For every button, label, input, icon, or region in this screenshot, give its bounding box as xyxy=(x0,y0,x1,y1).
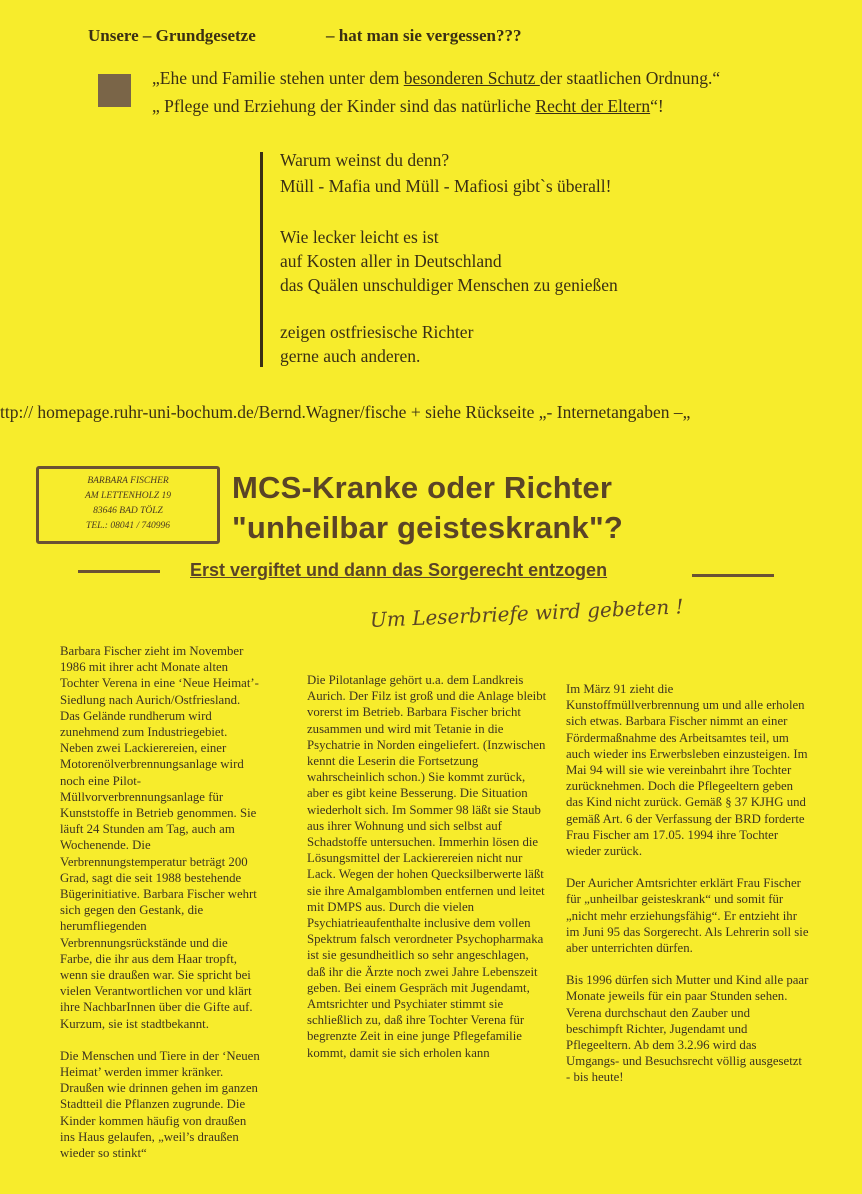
address-line: BARBARA FISCHER xyxy=(87,476,169,486)
paragraph: Bis 1996 dürfen sich Mutter und Kind alle paar Monate jeweils für ein paar Stunden sehen. Verena durchschaut den Zauber und beschimpft Richter, Jugendamt und Pflegeeltern. Ab dem 3.2.96 wird das Umgangs- und Besuchsrecht völlig ausgesetzt - bis heute! xyxy=(566,973,809,1085)
handwritten-note: Um Leserbriefe wird gebeten ! xyxy=(369,594,685,632)
article-title-line-1: MCS-Kranke oder Richter xyxy=(232,470,613,505)
bullet-square-icon xyxy=(98,74,131,107)
paragraph: Die Menschen und Tiere in der ‘Neuen Heimat’ werden immer kränker. Draußen wie drinnen gehen im ganzen Stadtteil die Pflanzen zugrunde. Die Kinder kommen häufig von draußen ins Haus gelaufen, „weil’s draußen wieder so stinkt“ xyxy=(60,1048,260,1161)
poem-line: das Quälen unschuldiger Menschen zu genießen xyxy=(280,275,618,295)
article-title-line-2: "unheilbar geisteskrank"? xyxy=(232,510,624,545)
article-column-3 xyxy=(566,681,809,1102)
header-title-right: – hat man sie vergessen??? xyxy=(326,26,522,45)
poem-line: auf Kosten aller in Deutschland xyxy=(280,251,502,271)
article-subtitle: Erst vergiftet und dann das Sorgerecht entzogen xyxy=(190,560,608,580)
subtitle-dash-right xyxy=(692,574,774,577)
poem-line: Wie lecker leicht es ist xyxy=(280,227,439,247)
paragraph: Im März 91 zieht die Kunstoffmüllverbrennung um und alle erholen sich etwas. Barbara Fischer nimmt an einer Fördermaßnahme des Arbeitsamtes teil, um auch wieder ins Erwerbsleben einzusteigen. Im Mai 94 will sie wie vereinbahrt ihre Tochter zurücknehmen. Doch die Pflegeeltern geben das Kind nicht zurück. Gemäß § 37 KJHG und gemäß Art. 6 der Verfassung der BRD forderte Frau Fischer am 17.05. 1994 ihre Tochter wieder zurück. xyxy=(566,682,808,859)
poem-line: Warum weinst du denn? xyxy=(280,150,450,170)
paragraph: Die Pilotanlage gehört u.a. dem Landkreis Aurich. Der Filz ist groß und die Anlage bleibt vorerst im Betrieb. Barbara Fischer bricht zusammen und wird mit Tetanie in die Psychatrie in Norden eingeliefert. (Inzwischen kennt die Leserin die Fortsetzung wahrscheinlich schon.) Sie kommt zurück, aber es gibt keine Besserung. Die Situation wiederholt sich. Im Sommer 98 läßt sie Staub aus ihrer Wohnung und sich selbst auf Schadstoffe untersuchen. Immerhin lösen die Lösungsmittel der Lackierereien nicht nur Lack. Wegen der hohen Quecksilberwerte läßt sie ihre Amalgamblomben entfernen und leitet mit DMPS aus. Durch die vielen Psychiatrieaufenthalte inclusive dem vollen Spektrum falsch verordneter Psychopharmaka ist sie gesundheitlich so sehr angeschlagen, daß ihr die Ärzte noch zwei Jahre Lebenszeit geben. Bei einem Gespräch mit Jugendamt, Amtsrichter und Psychiater stimmt sie schließlich zu, daß ihre Tochter Verena für begrenzte Zeit in eine junge Pflegefamilie kommt, damit sie sich erholen kann xyxy=(307,673,547,1060)
address-line: TEL.: 08041 / 740996 xyxy=(86,521,170,531)
article-column-2 xyxy=(307,672,547,1077)
subtitle-dash-left xyxy=(78,570,160,573)
paragraph: Der Auricher Amtsrichter erklärt Frau Fischer für „unheilbar geisteskrank“ und somit für „nicht mehr erziehungsfähig“. Er entzieht ihr im Juni 95 das Sorgerecht. Als Lehrerin soll sie aber unterrichten dürfen. xyxy=(566,876,809,956)
poem-line: gerne auch anderen. xyxy=(280,346,421,366)
address-line: 83646 BAD TÖLZ xyxy=(93,506,163,516)
article-column-1 xyxy=(60,643,263,1177)
quote-line-1: „Ehe und Familie stehen unter dem besonderen Schutz der staatlichen Ordnung.“ xyxy=(152,68,721,88)
poem-margin-bar xyxy=(260,152,263,367)
internet-url-line: ttp:// homepage.ruhr-uni-bochum.de/Bernd.Wagner/fische + siehe Rückseite „- Internetangaben –„ xyxy=(0,402,691,422)
quote-line-2: „ Pflege und Erziehung der Kinder sind das natürliche Recht der Eltern“! xyxy=(152,96,664,116)
header-title-left: Unsere – Grundgesetze xyxy=(88,26,256,45)
address-line: AM LETTENHOLZ 19 xyxy=(84,491,172,501)
paragraph: Barbara Fischer zieht im November 1986 mit ihrer acht Monate alten Tochter Verena in eine ‘Neue Heimat’-Siedlung nach Aurich/Ostfriesland. Das Gelände rundherum wird zunehmend zum Industriegebiet. Neben zwei Lackierereien, einer Motorenölverbrennungsanlage wird noch eine Pilot-Müllvorverbrennungsanlage für Kunststoffe in Betrieb genommen. Sie läuft 24 Stunden am Tag, auch am Wochenende. Die Verbrennungstemperatur beträgt 200 Grad, sagt die seit 1988 bestehende Bügerinitiative. Barbara Fischer wehrt sich gegen den Gestank, die herumfliegenden Verbrennungsrückstände und die Farbe, die ihr aus dem Haar tropft, wenn sie draußen war. Sie spricht bei vielen Verantwortlichen vor und klärt ihre NachbarInnen über die Gifte auf. Kurzum, sie ist stadtbekannt. xyxy=(60,644,259,1031)
address-box xyxy=(36,466,220,544)
poem-line: Müll - Mafia und Müll - Mafiosi gibt`s überall! xyxy=(280,176,612,196)
poem-line: zeigen ostfriesische Richter xyxy=(280,322,474,342)
